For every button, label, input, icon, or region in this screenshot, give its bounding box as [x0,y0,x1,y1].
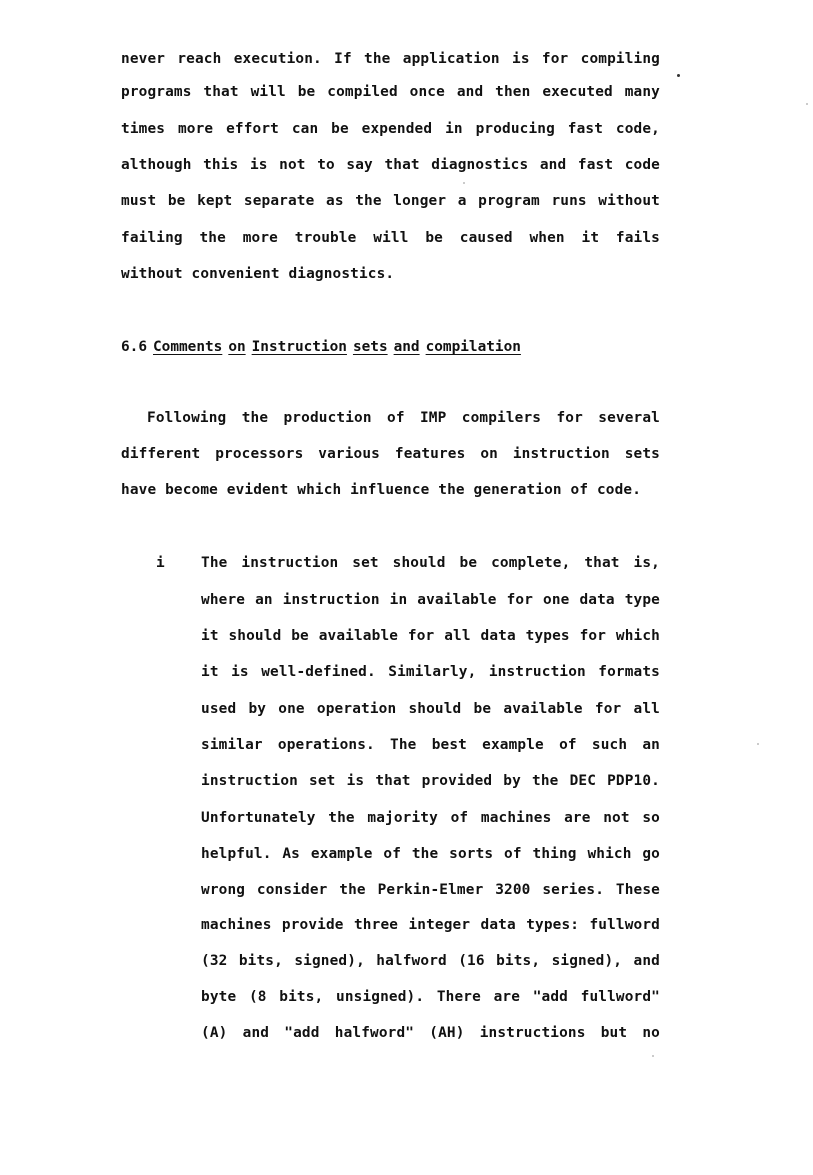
section-title-word: Instruction [251,339,347,355]
list-text-line: (A) and "add halfword" (AH) instructions but no [201,1025,660,1041]
list-marker: i [156,555,165,571]
list-text-line: instruction set is that provided by the DEC PDP10. [201,773,660,789]
text-line: programs that will be compiled once and then executed many [121,84,660,100]
text-line: times more effort can be expended in producing fast code, [121,121,660,137]
scan-speck [806,103,808,105]
list-text-line: similar operations. The best example of such an [201,737,660,753]
list-text-line: it should be available for all data types for which [201,628,660,644]
text-line: never reach execution. If the application is for compiling [121,51,660,67]
text-line: Following the production of IMP compilers for several [147,410,660,426]
list-text-line: (32 bits, signed), halfword (16 bits, signed), and [201,953,660,969]
list-text-line: used by one operation should be available for all [201,701,660,717]
list-text-line: it is well-defined. Similarly, instruction formats [201,664,660,680]
list-text-line: wrong consider the Perkin-Elmer 3200 series. These [201,882,660,898]
scan-speck [677,74,680,77]
text-line: failing the more trouble will be caused when it fails [121,230,660,246]
list-text-line: Unfortunately the majority of machines are not so [201,810,660,826]
list-text-line: The instruction set should be complete, that is, [201,555,660,571]
list-text-line: byte (8 bits, unsigned). There are "add fullword" [201,989,660,1005]
list-text-line: where an instruction in available for one data type [201,592,660,608]
section-title-word: on [228,339,246,355]
scan-speck [757,743,759,745]
list-text-line: helpful. As example of the sorts of thing which go [201,846,660,862]
section-title-word: and [393,339,420,355]
scan-speck [652,1055,654,1057]
section-title-word: compilation [425,339,521,355]
section-title-word: sets [352,339,388,355]
text-line: without convenient diagnostics. [121,266,395,282]
text-line: must be kept separate as the longer a program runs without [121,193,660,209]
section-title-word: Comments [153,339,223,355]
list-text-line: machines provide three integer data types: fullword [201,917,660,933]
text-line: although this is not to say that diagnostics and fast code [121,157,660,173]
text-line: different processors various features on instruction sets [121,446,660,462]
section-heading [121,338,521,356]
text-line: have become evident which influence the generation of code. [121,482,642,498]
section-number: 6.6 [121,339,147,355]
scan-speck [463,182,465,184]
